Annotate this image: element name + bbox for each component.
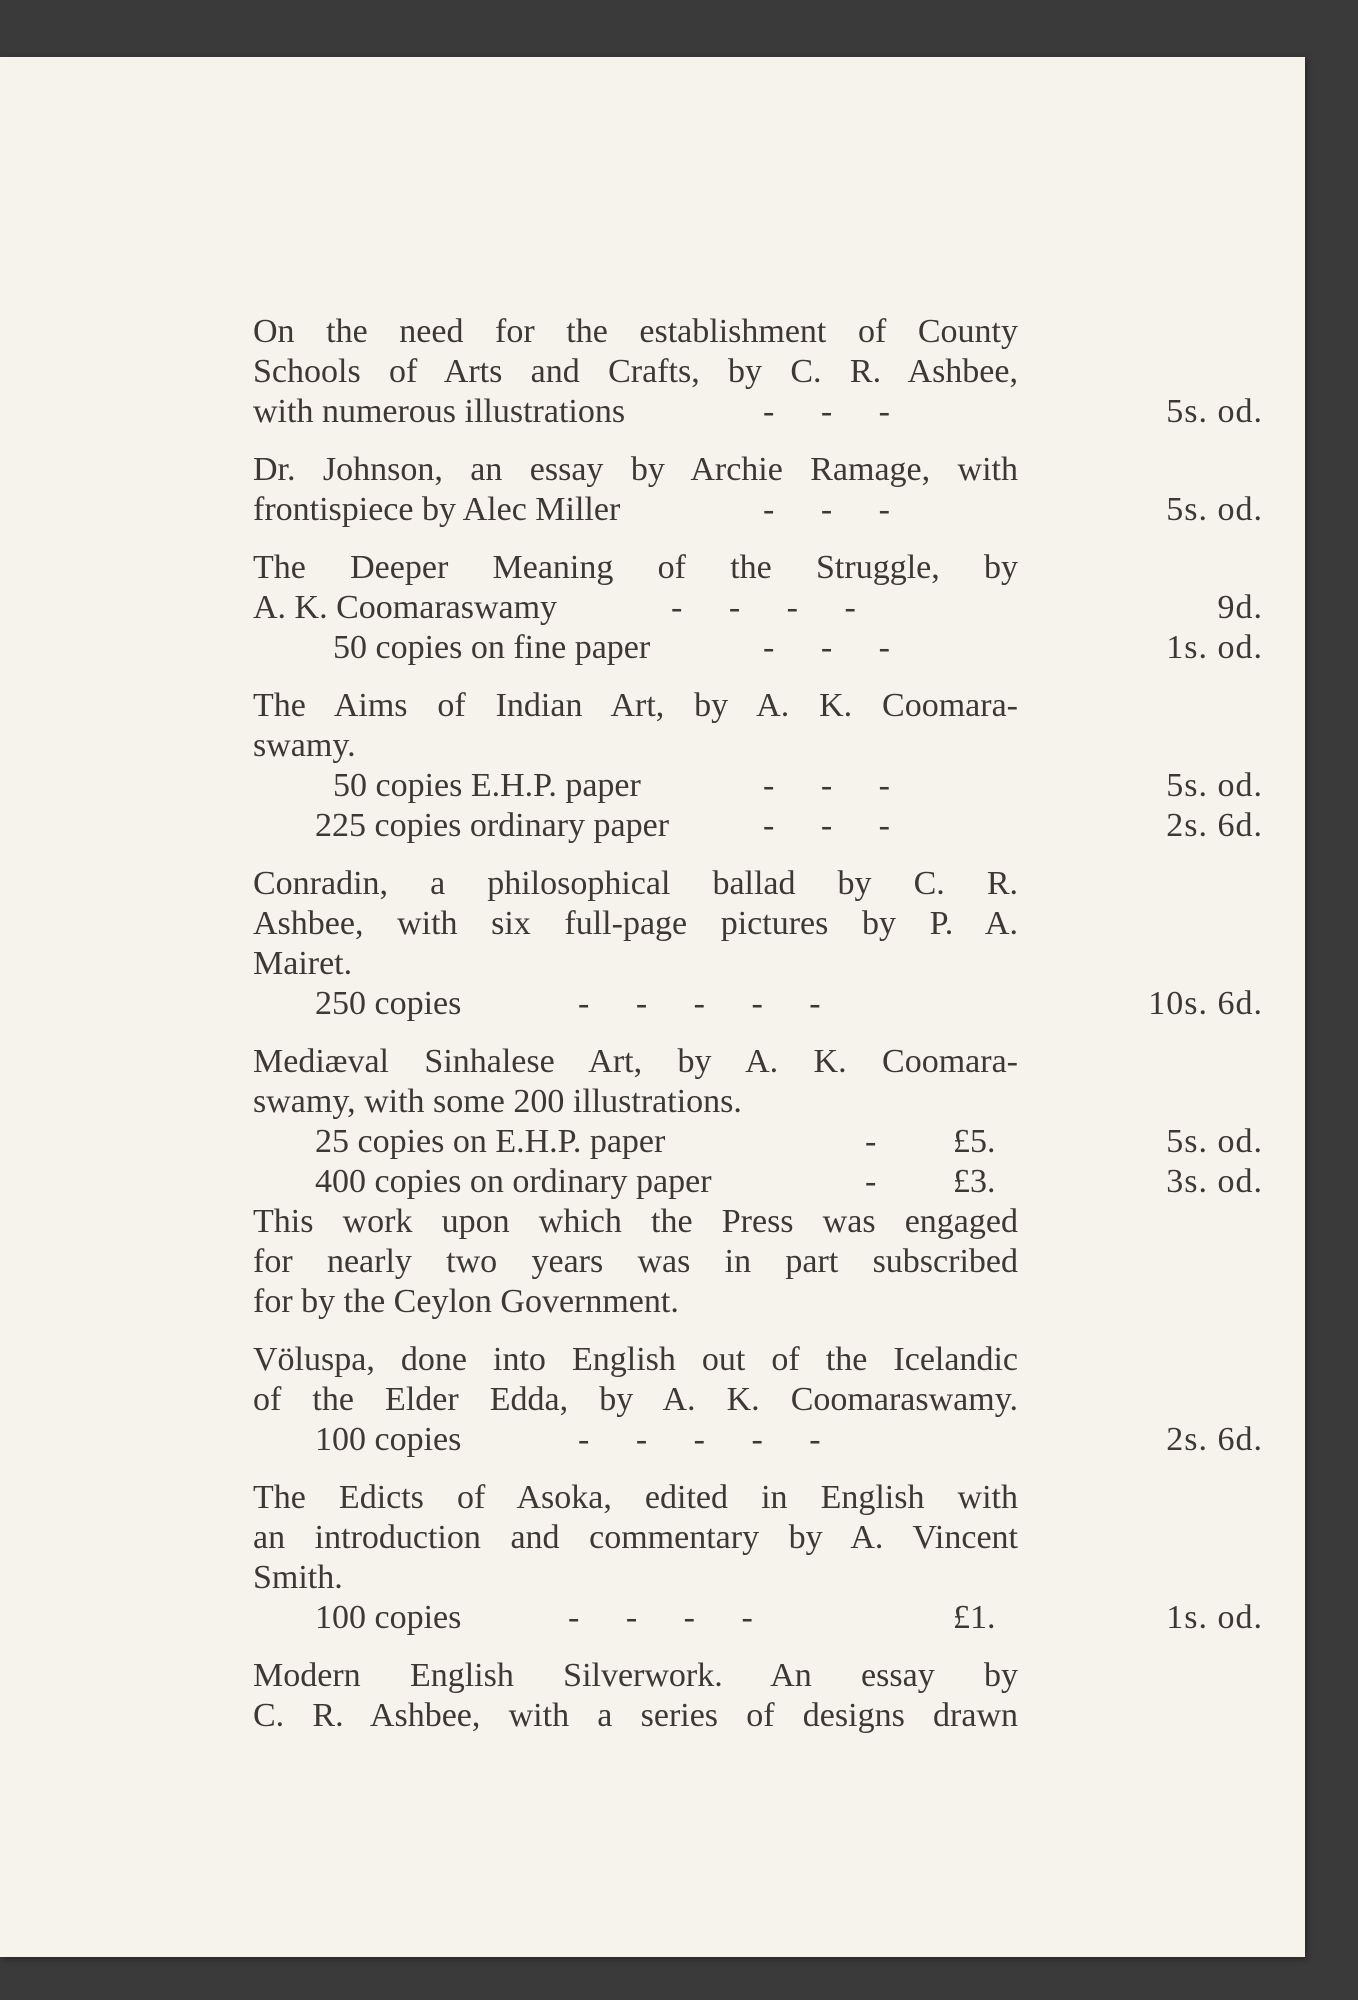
leader-dashes: - - -	[763, 807, 890, 844]
edition-line	[253, 1598, 1263, 1638]
book-entry	[253, 1656, 1263, 1736]
leader-dashes: - - - -	[671, 589, 856, 626]
price: 1s. od.	[1166, 1599, 1263, 1636]
leader-dashes: - - -	[763, 491, 890, 528]
leader-dashes: - - -	[763, 629, 890, 666]
pound-price: £3.	[953, 1163, 996, 1200]
book-entry	[253, 1478, 1263, 1638]
leader-dashes: - - - - -	[578, 1421, 821, 1458]
leader-dashes: - - -	[763, 767, 890, 804]
entry-text-line: swamy, with some 200 illustrations.	[253, 1083, 742, 1120]
price: 1s. od.	[1166, 629, 1263, 666]
note-line: for nearly two years was in part subscribed	[253, 1243, 1018, 1280]
entry-text-line: The Aims of Indian Art, by A. K. Coomara-	[253, 687, 1018, 724]
leader-dashes: - - - - -	[578, 985, 821, 1022]
entry-price-line	[253, 392, 1263, 432]
edition-line	[253, 1420, 1263, 1460]
edition-label: 100 copies	[315, 1421, 462, 1458]
entry-text-line: Modern English Silverwork. An essay by	[253, 1657, 1018, 1694]
entry-text-line: swamy.	[253, 727, 356, 764]
entry-text-line: of the Elder Edda, by A. K. Coomaraswamy.	[253, 1381, 1018, 1418]
entry-text-line: frontispiece by Alec Miller	[253, 491, 621, 528]
edition-line	[253, 766, 1263, 806]
entry-text-line: The Edicts of Asoka, edited in English with	[253, 1479, 1018, 1516]
leader-dashes: - - -	[763, 393, 890, 430]
price: 5s. od.	[1166, 393, 1263, 430]
entry-text-line: Mediæval Sinhalese Art, by A. K. Coomara-	[253, 1043, 1018, 1080]
edition-label: 100 copies	[315, 1599, 462, 1636]
edition-label: 50 copies E.H.P. paper	[333, 767, 641, 804]
price: 9d.	[1217, 589, 1263, 626]
entry-text-line: Mairet.	[253, 945, 353, 982]
leader-dashes: -	[865, 1163, 877, 1200]
leader-dashes: -	[865, 1123, 877, 1160]
price: 5s. od.	[1166, 491, 1263, 528]
edition-label: 50 copies on fine paper	[333, 629, 651, 666]
entry-text-line: Conradin, a philosophical ballad by C. R.	[253, 865, 1018, 902]
entry-text-line: an introduction and commentary by A. Vincent	[253, 1519, 1018, 1556]
book-entry	[253, 1042, 1263, 1322]
price: 2s. 6d.	[1166, 1421, 1263, 1458]
price: 5s. od.	[1166, 1123, 1263, 1160]
price: 10s. 6d.	[1148, 985, 1263, 1022]
pound-price: £1.	[953, 1599, 996, 1636]
entry-text-line: Schools of Arts and Crafts, by C. R. Ashbee,	[253, 353, 1018, 390]
edition-line	[253, 1162, 1263, 1202]
book-entry	[253, 312, 1263, 432]
price: 5s. od.	[1166, 767, 1263, 804]
edition-line	[253, 628, 1263, 668]
entry-text-line: The Deeper Meaning of the Struggle, by	[253, 549, 1018, 586]
leader-dashes: - - - -	[568, 1599, 753, 1636]
edition-line	[253, 806, 1263, 846]
catalogue-page	[0, 57, 1305, 1957]
price: 2s. 6d.	[1166, 807, 1263, 844]
entry-price-line	[253, 588, 1263, 628]
entry-text-line: On the need for the establishment of County	[253, 313, 1018, 350]
book-entry	[253, 1340, 1263, 1460]
note-line: This work upon which the Press was engaged	[253, 1203, 1018, 1240]
entry-text-line: A. K. Coomaraswamy	[253, 589, 558, 626]
entry-text-line: with numerous illustrations	[253, 393, 626, 430]
entry-text-line: C. R. Ashbee, with a series of designs drawn	[253, 1697, 1018, 1734]
book-list	[253, 312, 1263, 1754]
pound-price: £5.	[953, 1123, 996, 1160]
edition-label: 250 copies	[315, 985, 462, 1022]
entry-text-line: Smith.	[253, 1559, 343, 1596]
book-entry	[253, 548, 1263, 668]
edition-line	[253, 1122, 1263, 1162]
entry-text-line: Ashbee, with six full-page pictures by P. A.	[253, 905, 1018, 942]
entry-price-line	[253, 490, 1263, 530]
entry-text-line: Völuspa, done into English out of the Icelandic	[253, 1341, 1018, 1378]
price: 3s. od.	[1166, 1163, 1263, 1200]
edition-label: 25 copies on E.H.P. paper	[315, 1123, 666, 1160]
edition-line	[253, 984, 1263, 1024]
book-entry	[253, 864, 1263, 1024]
book-entry	[253, 686, 1263, 846]
book-entry	[253, 450, 1263, 530]
note-line: for by the Ceylon Government.	[253, 1283, 679, 1320]
entry-text-line: Dr. Johnson, an essay by Archie Ramage, with	[253, 451, 1018, 488]
edition-label: 400 copies on ordinary paper	[315, 1163, 712, 1200]
edition-label: 225 copies ordinary paper	[315, 807, 670, 844]
